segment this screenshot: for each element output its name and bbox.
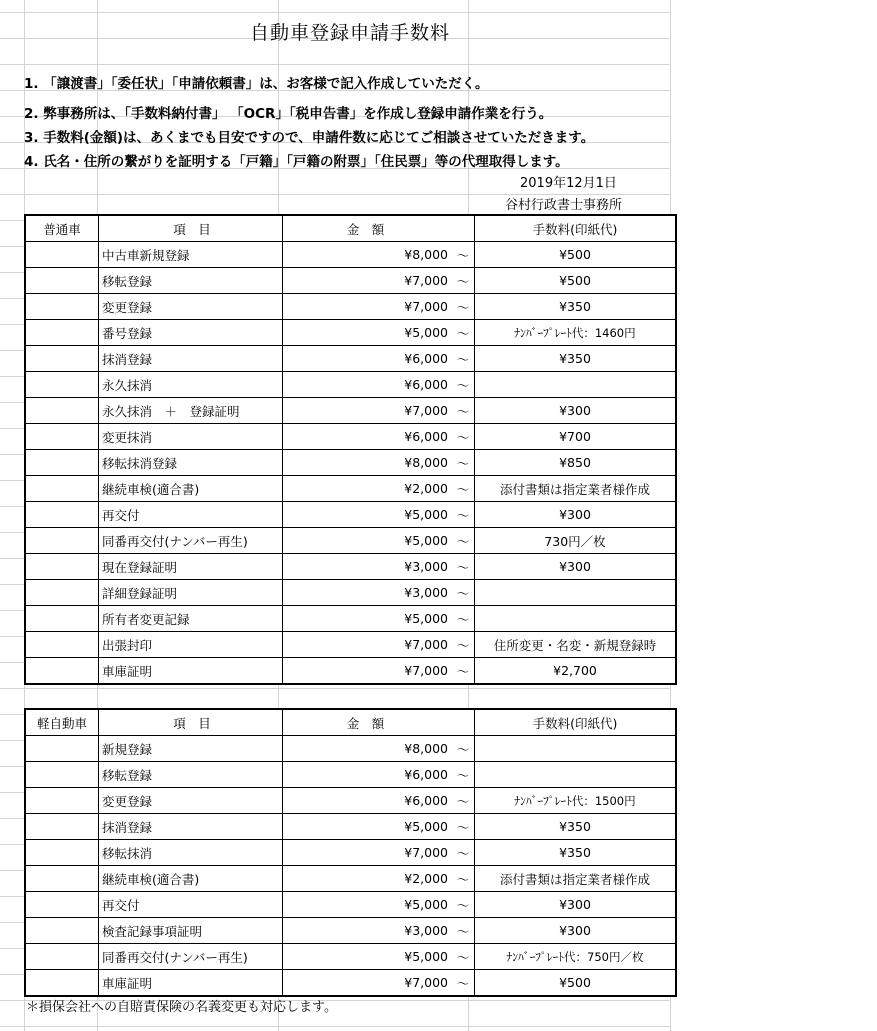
tilde-cell: ～	[452, 762, 475, 788]
fee-cell: ¥500	[475, 268, 677, 294]
tilde-header	[452, 709, 475, 736]
tilde-cell: ～	[452, 242, 475, 268]
category-cell	[25, 528, 99, 554]
note-4: 4. 氏名・住所の繋がりを証明する「戸籍」「戸籍の附票」「住民票」等の代理取得します。	[24, 154, 569, 170]
tilde-cell: ～	[452, 372, 475, 398]
item-cell: 新規登録	[99, 736, 283, 762]
item-cell: 所有者変更記録	[99, 606, 283, 632]
fee-cell: ¥350	[475, 840, 677, 866]
tilde-cell: ～	[452, 476, 475, 502]
table-row	[25, 320, 676, 346]
fee-cell: 住所変更・名変・新規登録時	[475, 632, 677, 658]
item-cell: 中古車新規登録	[99, 242, 283, 268]
item-cell: 番号登録	[99, 320, 283, 346]
table-header-row	[25, 709, 676, 736]
category-cell	[25, 788, 99, 814]
item-cell: 同番再交付(ナンバー再生)	[99, 944, 283, 970]
amount-cell: ¥7,000	[283, 840, 453, 866]
amount-cell: ¥7,000	[283, 658, 453, 685]
item-cell: 移転登録	[99, 762, 283, 788]
tilde-cell: ～	[452, 944, 475, 970]
tilde-cell: ～	[452, 866, 475, 892]
category-cell	[25, 450, 99, 476]
table-row	[25, 788, 676, 814]
amount-cell: ¥6,000	[283, 762, 453, 788]
table-row	[25, 346, 676, 372]
table-row	[25, 372, 676, 398]
grid-row-line	[0, 1026, 670, 1027]
table-row	[25, 970, 676, 997]
amount-cell: ¥5,000	[283, 606, 453, 632]
item-header: 項 目	[99, 709, 283, 736]
fee-header: 手数料(印紙代)	[475, 709, 677, 736]
item-cell: 移転抹消登録	[99, 450, 283, 476]
table-row	[25, 918, 676, 944]
page-title: 自動車登録申請手数料	[249, 22, 450, 44]
table-row	[25, 502, 676, 528]
tilde-cell: ～	[452, 502, 475, 528]
tilde-cell: ～	[452, 554, 475, 580]
fee-cell	[475, 762, 677, 788]
amount-cell: ¥5,000	[283, 892, 453, 918]
tilde-header	[452, 215, 475, 242]
item-cell: 変更登録	[99, 788, 283, 814]
fee-cell: ¥300	[475, 892, 677, 918]
table-row	[25, 476, 676, 502]
tilde-cell: ～	[452, 450, 475, 476]
fee-cell: ¥350	[475, 294, 677, 320]
item-cell: 車庫証明	[99, 658, 283, 685]
note-3: 3. 手数料(金額)は、あくまでも目安ですので、申請件数に応じてご相談させていただきます。	[24, 130, 595, 146]
fee-cell: ¥300	[475, 502, 677, 528]
tilde-cell: ～	[452, 528, 475, 554]
category-cell	[25, 892, 99, 918]
amount-cell: ¥2,000	[283, 476, 453, 502]
category-cell	[25, 632, 99, 658]
amount-cell: ¥5,000	[283, 944, 453, 970]
category-cell	[25, 398, 99, 424]
item-cell: 再交付	[99, 502, 283, 528]
tilde-cell: ～	[452, 294, 475, 320]
table-row	[25, 450, 676, 476]
issue-date: 2019年12月1日	[520, 176, 617, 191]
fee-cell: ¥500	[475, 242, 677, 268]
amount-cell: ¥3,000	[283, 918, 453, 944]
amount-cell: ¥6,000	[283, 346, 453, 372]
table-row	[25, 424, 676, 450]
tilde-cell: ～	[452, 970, 475, 997]
tilde-cell: ～	[452, 840, 475, 866]
amount-cell: ¥8,000	[283, 450, 453, 476]
fee-cell: ¥350	[475, 346, 677, 372]
category-cell	[25, 320, 99, 346]
fee-cell	[475, 606, 677, 632]
amount-cell: ¥6,000	[283, 372, 453, 398]
tilde-cell: ～	[452, 268, 475, 294]
category-cell	[25, 476, 99, 502]
futsu-fee-table	[24, 214, 677, 685]
fee-cell: ¥700	[475, 424, 677, 450]
amount-cell: ¥2,000	[283, 866, 453, 892]
category-header: 普通車	[25, 215, 99, 242]
category-cell	[25, 762, 99, 788]
category-cell	[25, 294, 99, 320]
item-cell: 永久抹消	[99, 372, 283, 398]
item-cell: 変更登録	[99, 294, 283, 320]
fee-cell	[475, 580, 677, 606]
amount-cell: ¥7,000	[283, 632, 453, 658]
kei-fee-table	[24, 708, 677, 997]
category-cell	[25, 944, 99, 970]
fee-cell: ﾅﾝﾊﾞｰﾌﾟﾚｰﾄ代：1460円	[475, 320, 677, 346]
table-row	[25, 606, 676, 632]
category-cell	[25, 554, 99, 580]
item-cell: 移転抹消	[99, 840, 283, 866]
tilde-cell: ～	[452, 580, 475, 606]
category-cell	[25, 372, 99, 398]
tilde-cell: ～	[452, 892, 475, 918]
item-cell: 抹消登録	[99, 346, 283, 372]
amount-cell: ¥8,000	[283, 242, 453, 268]
item-cell: 同番再交付(ナンバー再生)	[99, 528, 283, 554]
category-cell	[25, 736, 99, 762]
category-cell	[25, 658, 99, 685]
tilde-cell: ～	[452, 918, 475, 944]
item-cell: 変更抹消	[99, 424, 283, 450]
amount-cell: ¥5,000	[283, 502, 453, 528]
note-1: 1. 「譲渡書」「委任状」「申請依頼書」は、お客様で記入作成していただく。	[24, 76, 489, 92]
fee-cell: ¥500	[475, 970, 677, 997]
item-cell: 検査記録事項証明	[99, 918, 283, 944]
grid-row-line	[0, 64, 670, 65]
table-row	[25, 762, 676, 788]
item-cell: 移転登録	[99, 268, 283, 294]
amount-cell: ¥6,000	[283, 788, 453, 814]
category-cell	[25, 502, 99, 528]
fee-cell: ¥350	[475, 814, 677, 840]
table-row	[25, 294, 676, 320]
category-cell	[25, 346, 99, 372]
fee-cell: ﾅﾝﾊﾞｰﾌﾟﾚｰﾄ代：750円／枚	[475, 944, 677, 970]
table-row	[25, 892, 676, 918]
category-cell	[25, 606, 99, 632]
table-row	[25, 814, 676, 840]
item-cell: 継続車検(適合書)	[99, 866, 283, 892]
fee-cell: ¥2,700	[475, 658, 677, 685]
category-cell	[25, 242, 99, 268]
table-row	[25, 866, 676, 892]
item-cell: 永久抹消 ＋ 登録証明	[99, 398, 283, 424]
amount-cell: ¥8,000	[283, 736, 453, 762]
table-row	[25, 554, 676, 580]
item-cell: 再交付	[99, 892, 283, 918]
amount-cell: ¥5,000	[283, 528, 453, 554]
category-header: 軽自動車	[25, 709, 99, 736]
grid-row-line	[0, 688, 670, 689]
table-row	[25, 580, 676, 606]
fee-cell: ¥300	[475, 554, 677, 580]
fee-cell: 730円／枚	[475, 528, 677, 554]
category-cell	[25, 580, 99, 606]
tilde-cell: ～	[452, 398, 475, 424]
amount-cell: ¥6,000	[283, 424, 453, 450]
amount-cell: ¥5,000	[283, 320, 453, 346]
amount-header: 金 額	[283, 709, 453, 736]
category-cell	[25, 970, 99, 997]
fee-cell: ﾅﾝﾊﾞｰﾌﾟﾚｰﾄ代：1500円	[475, 788, 677, 814]
fee-cell	[475, 736, 677, 762]
tilde-cell: ～	[452, 606, 475, 632]
table-row	[25, 840, 676, 866]
fee-cell	[475, 372, 677, 398]
amount-cell: ¥3,000	[283, 580, 453, 606]
table-row	[25, 944, 676, 970]
amount-cell: ¥5,000	[283, 814, 453, 840]
fee-cell: ¥300	[475, 918, 677, 944]
item-cell: 現在登録証明	[99, 554, 283, 580]
table-row	[25, 398, 676, 424]
category-cell	[25, 866, 99, 892]
category-cell	[25, 840, 99, 866]
category-cell	[25, 814, 99, 840]
fee-cell: ¥850	[475, 450, 677, 476]
tilde-cell: ～	[452, 320, 475, 346]
tilde-cell: ～	[452, 814, 475, 840]
amount-header: 金 額	[283, 215, 453, 242]
table-header-row	[25, 215, 676, 242]
item-cell: 継続車検(適合書)	[99, 476, 283, 502]
tilde-cell: ～	[452, 632, 475, 658]
item-header: 項 目	[99, 215, 283, 242]
item-cell: 抹消登録	[99, 814, 283, 840]
amount-cell: ¥7,000	[283, 398, 453, 424]
table-row	[25, 242, 676, 268]
amount-cell: ¥7,000	[283, 970, 453, 997]
item-cell: 車庫証明	[99, 970, 283, 997]
table-row	[25, 658, 676, 685]
item-cell: 出張封印	[99, 632, 283, 658]
fee-cell: 添付書類は指定業者様作成	[475, 866, 677, 892]
office-name: 谷村行政書士事務所	[505, 198, 623, 213]
amount-cell: ¥7,000	[283, 268, 453, 294]
tilde-cell: ～	[452, 788, 475, 814]
amount-cell: ¥7,000	[283, 294, 453, 320]
grid-row-line	[0, 12, 670, 13]
table-row	[25, 528, 676, 554]
category-cell	[25, 918, 99, 944]
amount-cell: ¥3,000	[283, 554, 453, 580]
tilde-cell: ～	[452, 736, 475, 762]
footnote: ＊損保会社への自賠責保険の名義変更も対応します。	[26, 1000, 337, 1015]
table-row	[25, 736, 676, 762]
tilde-cell: ～	[452, 424, 475, 450]
table-row	[25, 268, 676, 294]
tilde-cell: ～	[452, 658, 475, 685]
fee-cell: 添付書類は指定業者様作成	[475, 476, 677, 502]
tilde-cell: ～	[452, 346, 475, 372]
note-2: 2. 弊事務所は、「手数料納付書」 「OCR」「税申告書」を作成し登録申請作業を行う。	[24, 106, 553, 122]
fee-cell: ¥300	[475, 398, 677, 424]
item-cell: 詳細登録証明	[99, 580, 283, 606]
fee-header: 手数料(印紙代)	[475, 215, 677, 242]
category-cell	[25, 268, 99, 294]
category-cell	[25, 424, 99, 450]
table-row	[25, 632, 676, 658]
